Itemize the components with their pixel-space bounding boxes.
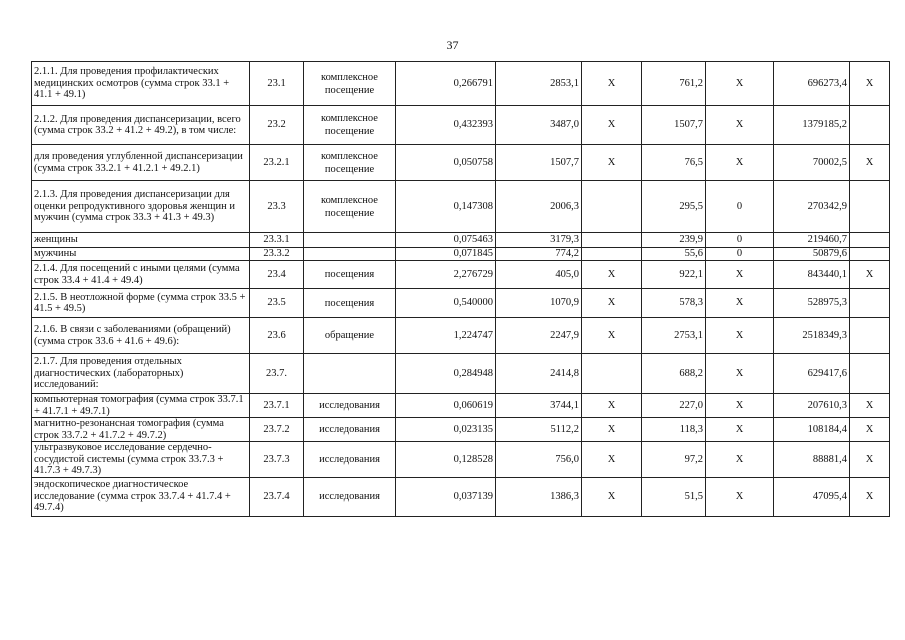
row-col6: 295,5 <box>642 181 706 233</box>
row-normative: 2,276729 <box>396 261 496 289</box>
row-cost: 756,0 <box>496 442 582 478</box>
table-row <box>32 354 890 394</box>
table-row <box>32 261 890 289</box>
row-col5: X <box>582 418 642 442</box>
row-cost: 3179,3 <box>496 233 582 248</box>
row-cost: 5112,2 <box>496 418 582 442</box>
table-row <box>32 318 890 354</box>
row-name: эндоскопическое диагностическое исследование (сумма строк 33.7.4 + 41.7.4 + 49.7.4) <box>32 477 250 516</box>
table-row <box>32 181 890 233</box>
row-cost: 1070,9 <box>496 289 582 318</box>
row-unit: исследования <box>304 394 396 418</box>
row-code: 23.2 <box>250 106 304 145</box>
row-normative: 0,284948 <box>396 354 496 394</box>
row-normative: 0,023135 <box>396 418 496 442</box>
row-col6: 1507,7 <box>642 106 706 145</box>
row-unit: комплексное посещение <box>304 106 396 145</box>
row-name: 2.1.3. Для проведения диспансеризации для оценки репродуктивного здоровья женщин и мужчин (сумма строк 33.3 + 41.3 + 49.3) <box>32 181 250 233</box>
row-name: 2.1.7. Для проведения отдельных диагностических (лабораторных) исследований: <box>32 354 250 394</box>
row-cost: 3487,0 <box>496 106 582 145</box>
table-row <box>32 106 890 145</box>
row-unit: исследования <box>304 442 396 478</box>
row-unit: исследования <box>304 418 396 442</box>
table-row <box>32 477 890 516</box>
row-col9 <box>850 354 890 394</box>
row-normative: 0,128528 <box>396 442 496 478</box>
row-col5: X <box>582 289 642 318</box>
row-col6: 227,0 <box>642 394 706 418</box>
row-normative: 0,037139 <box>396 477 496 516</box>
row-cost: 2853,1 <box>496 62 582 106</box>
row-col9 <box>850 106 890 145</box>
row-col9 <box>850 289 890 318</box>
row-col6: 922,1 <box>642 261 706 289</box>
row-col7: X <box>706 477 774 516</box>
row-code: 23.7.4 <box>250 477 304 516</box>
row-col6: 51,5 <box>642 477 706 516</box>
row-col9: X <box>850 261 890 289</box>
table-row <box>32 248 890 261</box>
row-col7: X <box>706 145 774 181</box>
row-col6: 688,2 <box>642 354 706 394</box>
row-name: 2.1.5. В неотложной форме (сумма строк 33.5 + 41.5 + 49.5) <box>32 289 250 318</box>
row-normative: 0,266791 <box>396 62 496 106</box>
row-normative: 0,050758 <box>396 145 496 181</box>
row-col6: 239,9 <box>642 233 706 248</box>
row-col5 <box>582 248 642 261</box>
row-unit <box>304 248 396 261</box>
row-col8: 207610,3 <box>774 394 850 418</box>
row-col7: X <box>706 62 774 106</box>
row-name: 2.1.2. Для проведения диспансеризации, всего (сумма строк 33.2 + 41.2 + 49.2), в том числе: <box>32 106 250 145</box>
row-unit <box>304 354 396 394</box>
row-col7: X <box>706 418 774 442</box>
row-col8: 843440,1 <box>774 261 850 289</box>
row-cost: 3744,1 <box>496 394 582 418</box>
row-code: 23.6 <box>250 318 304 354</box>
row-normative: 0,147308 <box>396 181 496 233</box>
row-col7: 0 <box>706 248 774 261</box>
row-col7: X <box>706 442 774 478</box>
row-code: 23.7.3 <box>250 442 304 478</box>
row-col8: 70002,5 <box>774 145 850 181</box>
row-unit: комплексное посещение <box>304 145 396 181</box>
row-col9: X <box>850 62 890 106</box>
row-col5: X <box>582 318 642 354</box>
row-col8: 47095,4 <box>774 477 850 516</box>
row-col7: X <box>706 106 774 145</box>
row-col9 <box>850 181 890 233</box>
row-unit: посещения <box>304 289 396 318</box>
row-col7: X <box>706 289 774 318</box>
row-col9: X <box>850 477 890 516</box>
row-name: 2.1.1. Для проведения профилактических медицинских осмотров (сумма строк 33.1 + 41.1 + 49.1) <box>32 62 250 106</box>
row-normative: 0,075463 <box>396 233 496 248</box>
row-col5 <box>582 233 642 248</box>
row-col8: 2518349,3 <box>774 318 850 354</box>
row-name: 2.1.6. В связи с заболеваниями (обращений) (сумма строк 33.6 + 41.6 + 49.6): <box>32 318 250 354</box>
row-unit <box>304 233 396 248</box>
row-name: женщины <box>32 233 250 248</box>
row-unit: комплексное посещение <box>304 62 396 106</box>
row-unit: исследования <box>304 477 396 516</box>
row-name: мужчины <box>32 248 250 261</box>
table-row <box>32 233 890 248</box>
row-col9: X <box>850 394 890 418</box>
table-row <box>32 145 890 181</box>
row-col9 <box>850 248 890 261</box>
row-cost: 1386,3 <box>496 477 582 516</box>
row-code: 23.7.1 <box>250 394 304 418</box>
row-col8: 50879,6 <box>774 248 850 261</box>
table-row <box>32 62 890 106</box>
row-col6: 76,5 <box>642 145 706 181</box>
row-col5: X <box>582 106 642 145</box>
row-col8: 696273,4 <box>774 62 850 106</box>
row-cost: 774,2 <box>496 248 582 261</box>
row-col7: 0 <box>706 233 774 248</box>
row-unit: посещения <box>304 261 396 289</box>
row-col5: X <box>582 62 642 106</box>
row-col6: 761,2 <box>642 62 706 106</box>
row-col6: 2753,1 <box>642 318 706 354</box>
row-code: 23.3.1 <box>250 233 304 248</box>
row-col8: 528975,3 <box>774 289 850 318</box>
row-code: 23.4 <box>250 261 304 289</box>
row-col8: 629417,6 <box>774 354 850 394</box>
row-col5: X <box>582 442 642 478</box>
page-number: 37 <box>446 38 459 52</box>
row-col9: X <box>850 442 890 478</box>
row-code: 23.2.1 <box>250 145 304 181</box>
row-code: 23.5 <box>250 289 304 318</box>
row-code: 23.3.2 <box>250 248 304 261</box>
row-col8: 88881,4 <box>774 442 850 478</box>
row-cost: 1507,7 <box>496 145 582 181</box>
row-unit: комплексное посещение <box>304 181 396 233</box>
row-normative: 0,432393 <box>396 106 496 145</box>
row-col5: X <box>582 261 642 289</box>
data-table <box>31 61 890 517</box>
row-normative: 1,224747 <box>396 318 496 354</box>
row-col7: X <box>706 261 774 289</box>
row-cost: 2006,3 <box>496 181 582 233</box>
table-row <box>32 418 890 442</box>
row-code: 23.7. <box>250 354 304 394</box>
table-row <box>32 289 890 318</box>
row-name: магнитно-резонансная томография (сумма строк 33.7.2 + 41.7.2 + 49.7.2) <box>32 418 250 442</box>
row-normative: 0,071845 <box>396 248 496 261</box>
row-col9 <box>850 233 890 248</box>
row-col5 <box>582 181 642 233</box>
row-code: 23.3 <box>250 181 304 233</box>
row-col7: 0 <box>706 181 774 233</box>
row-name: компьютерная томография (сумма строк 33.7.1 + 41.7.1 + 49.7.1) <box>32 394 250 418</box>
row-normative: 0,060619 <box>396 394 496 418</box>
row-col6: 578,3 <box>642 289 706 318</box>
table-row <box>32 442 890 478</box>
row-col5 <box>582 354 642 394</box>
row-cost: 405,0 <box>496 261 582 289</box>
row-col8: 1379185,2 <box>774 106 850 145</box>
row-col6: 97,2 <box>642 442 706 478</box>
row-normative: 0,540000 <box>396 289 496 318</box>
row-col9: X <box>850 145 890 181</box>
row-col7: X <box>706 354 774 394</box>
row-unit: обращение <box>304 318 396 354</box>
row-col7: X <box>706 394 774 418</box>
row-name: для проведения углубленной диспансеризации (сумма строк 33.2.1 + 41.2.1 + 49.2.1) <box>32 145 250 181</box>
row-col6: 118,3 <box>642 418 706 442</box>
row-name: 2.1.4. Для посещений с иными целями (сумма строк 33.4 + 41.4 + 49.4) <box>32 261 250 289</box>
row-col6: 55,6 <box>642 248 706 261</box>
row-col5: X <box>582 394 642 418</box>
row-col7: X <box>706 318 774 354</box>
row-col8: 270342,9 <box>774 181 850 233</box>
row-col9 <box>850 318 890 354</box>
row-col5: X <box>582 145 642 181</box>
row-cost: 2247,9 <box>496 318 582 354</box>
row-col8: 108184,4 <box>774 418 850 442</box>
row-name: ультразвуковое исследование сердечно-сосудистой системы (сумма строк 33.7.3 + 41.7.3 + 49.7.3) <box>32 442 250 478</box>
row-code: 23.7.2 <box>250 418 304 442</box>
row-col8: 219460,7 <box>774 233 850 248</box>
row-col5: X <box>582 477 642 516</box>
row-code: 23.1 <box>250 62 304 106</box>
row-cost: 2414,8 <box>496 354 582 394</box>
table-row <box>32 394 890 418</box>
row-col9: X <box>850 418 890 442</box>
